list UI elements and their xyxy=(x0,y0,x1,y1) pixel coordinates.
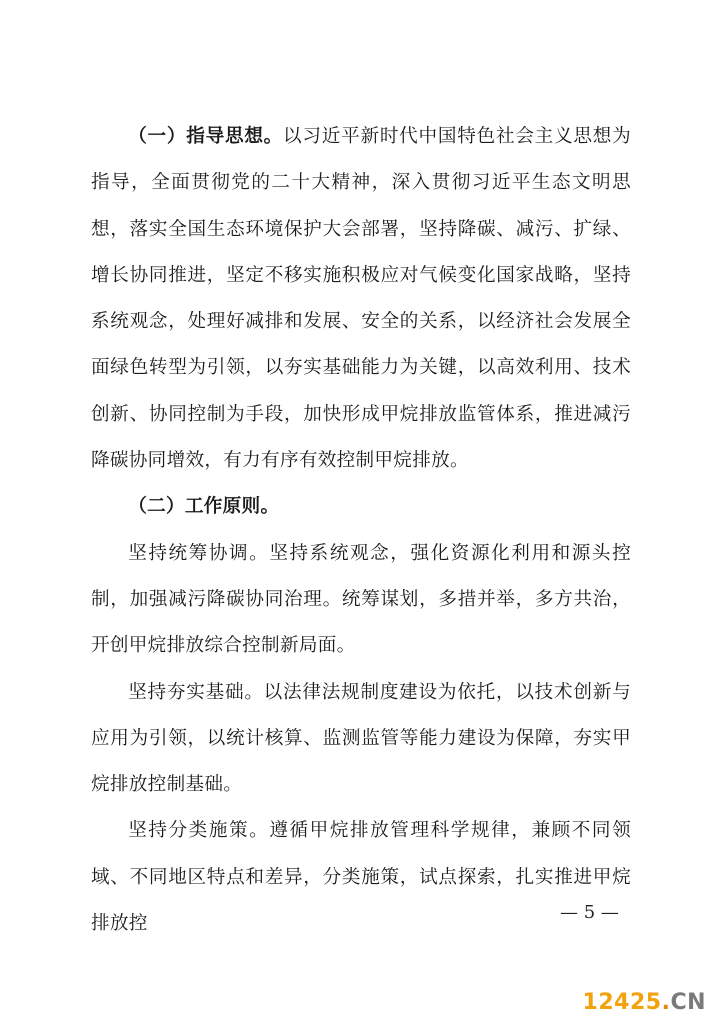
watermark-dot: . xyxy=(661,990,671,1015)
document-body xyxy=(91,114,631,947)
paragraph-principle-foundation: 坚持夯实基础。以法律法规制度建设为依托，以技术创新与应用为引领，以统计核算、监测监管等能力建设为保障，夯实甲烷排放控制基础。 xyxy=(91,681,631,796)
watermark-tld: CN xyxy=(670,990,706,1015)
site-watermark-logo xyxy=(583,990,706,1015)
watermark-digits: 12425 xyxy=(582,990,662,1015)
paragraph-principle-coordination: 坚持统筹协调。坚持系统观念，强化资源化利用和源头控制，加强减污降碳协同治理。统筹谋划，多措并举，多方共治，开创甲烷排放综合控制新局面。 xyxy=(91,542,631,657)
section-heading-work-principles: （二）工作原则。 xyxy=(128,496,280,518)
paragraph-work-principles-heading xyxy=(91,484,631,530)
page-number: — 5 — xyxy=(560,902,619,923)
section-heading-guiding-ideology: （一）指导思想。 xyxy=(128,126,284,147)
paragraph-text-guiding-ideology: 以习近平新时代中国特色社会主义思想为指导，全面贯彻党的二十大精神，深入贯彻习近平生态文明思想，落实全国生态环境保护大会部署，坚持降碳、减污、扩绿、增长协同推进，坚定不移实施积极应对气候变化国家战略，坚持系统观念，处理好减排和发展、安全的关系，以经济社会发展全面绿色转型为引领，以夯实基础能力为关键，以高效利用、技术创新、协同控制为手段，加快形成甲烷排放监管体系，推进减污降碳协同增效，有力有序有效控制甲烷排放。 xyxy=(91,126,631,472)
paragraph-principle-classification: 坚持分类施策。遵循甲烷排放管理科学规律，兼顾不同领域、不同地区特点和差异，分类施策，试点探索，扎实推进甲烷排放控 xyxy=(91,820,631,935)
paragraph-guiding-ideology xyxy=(91,114,631,484)
